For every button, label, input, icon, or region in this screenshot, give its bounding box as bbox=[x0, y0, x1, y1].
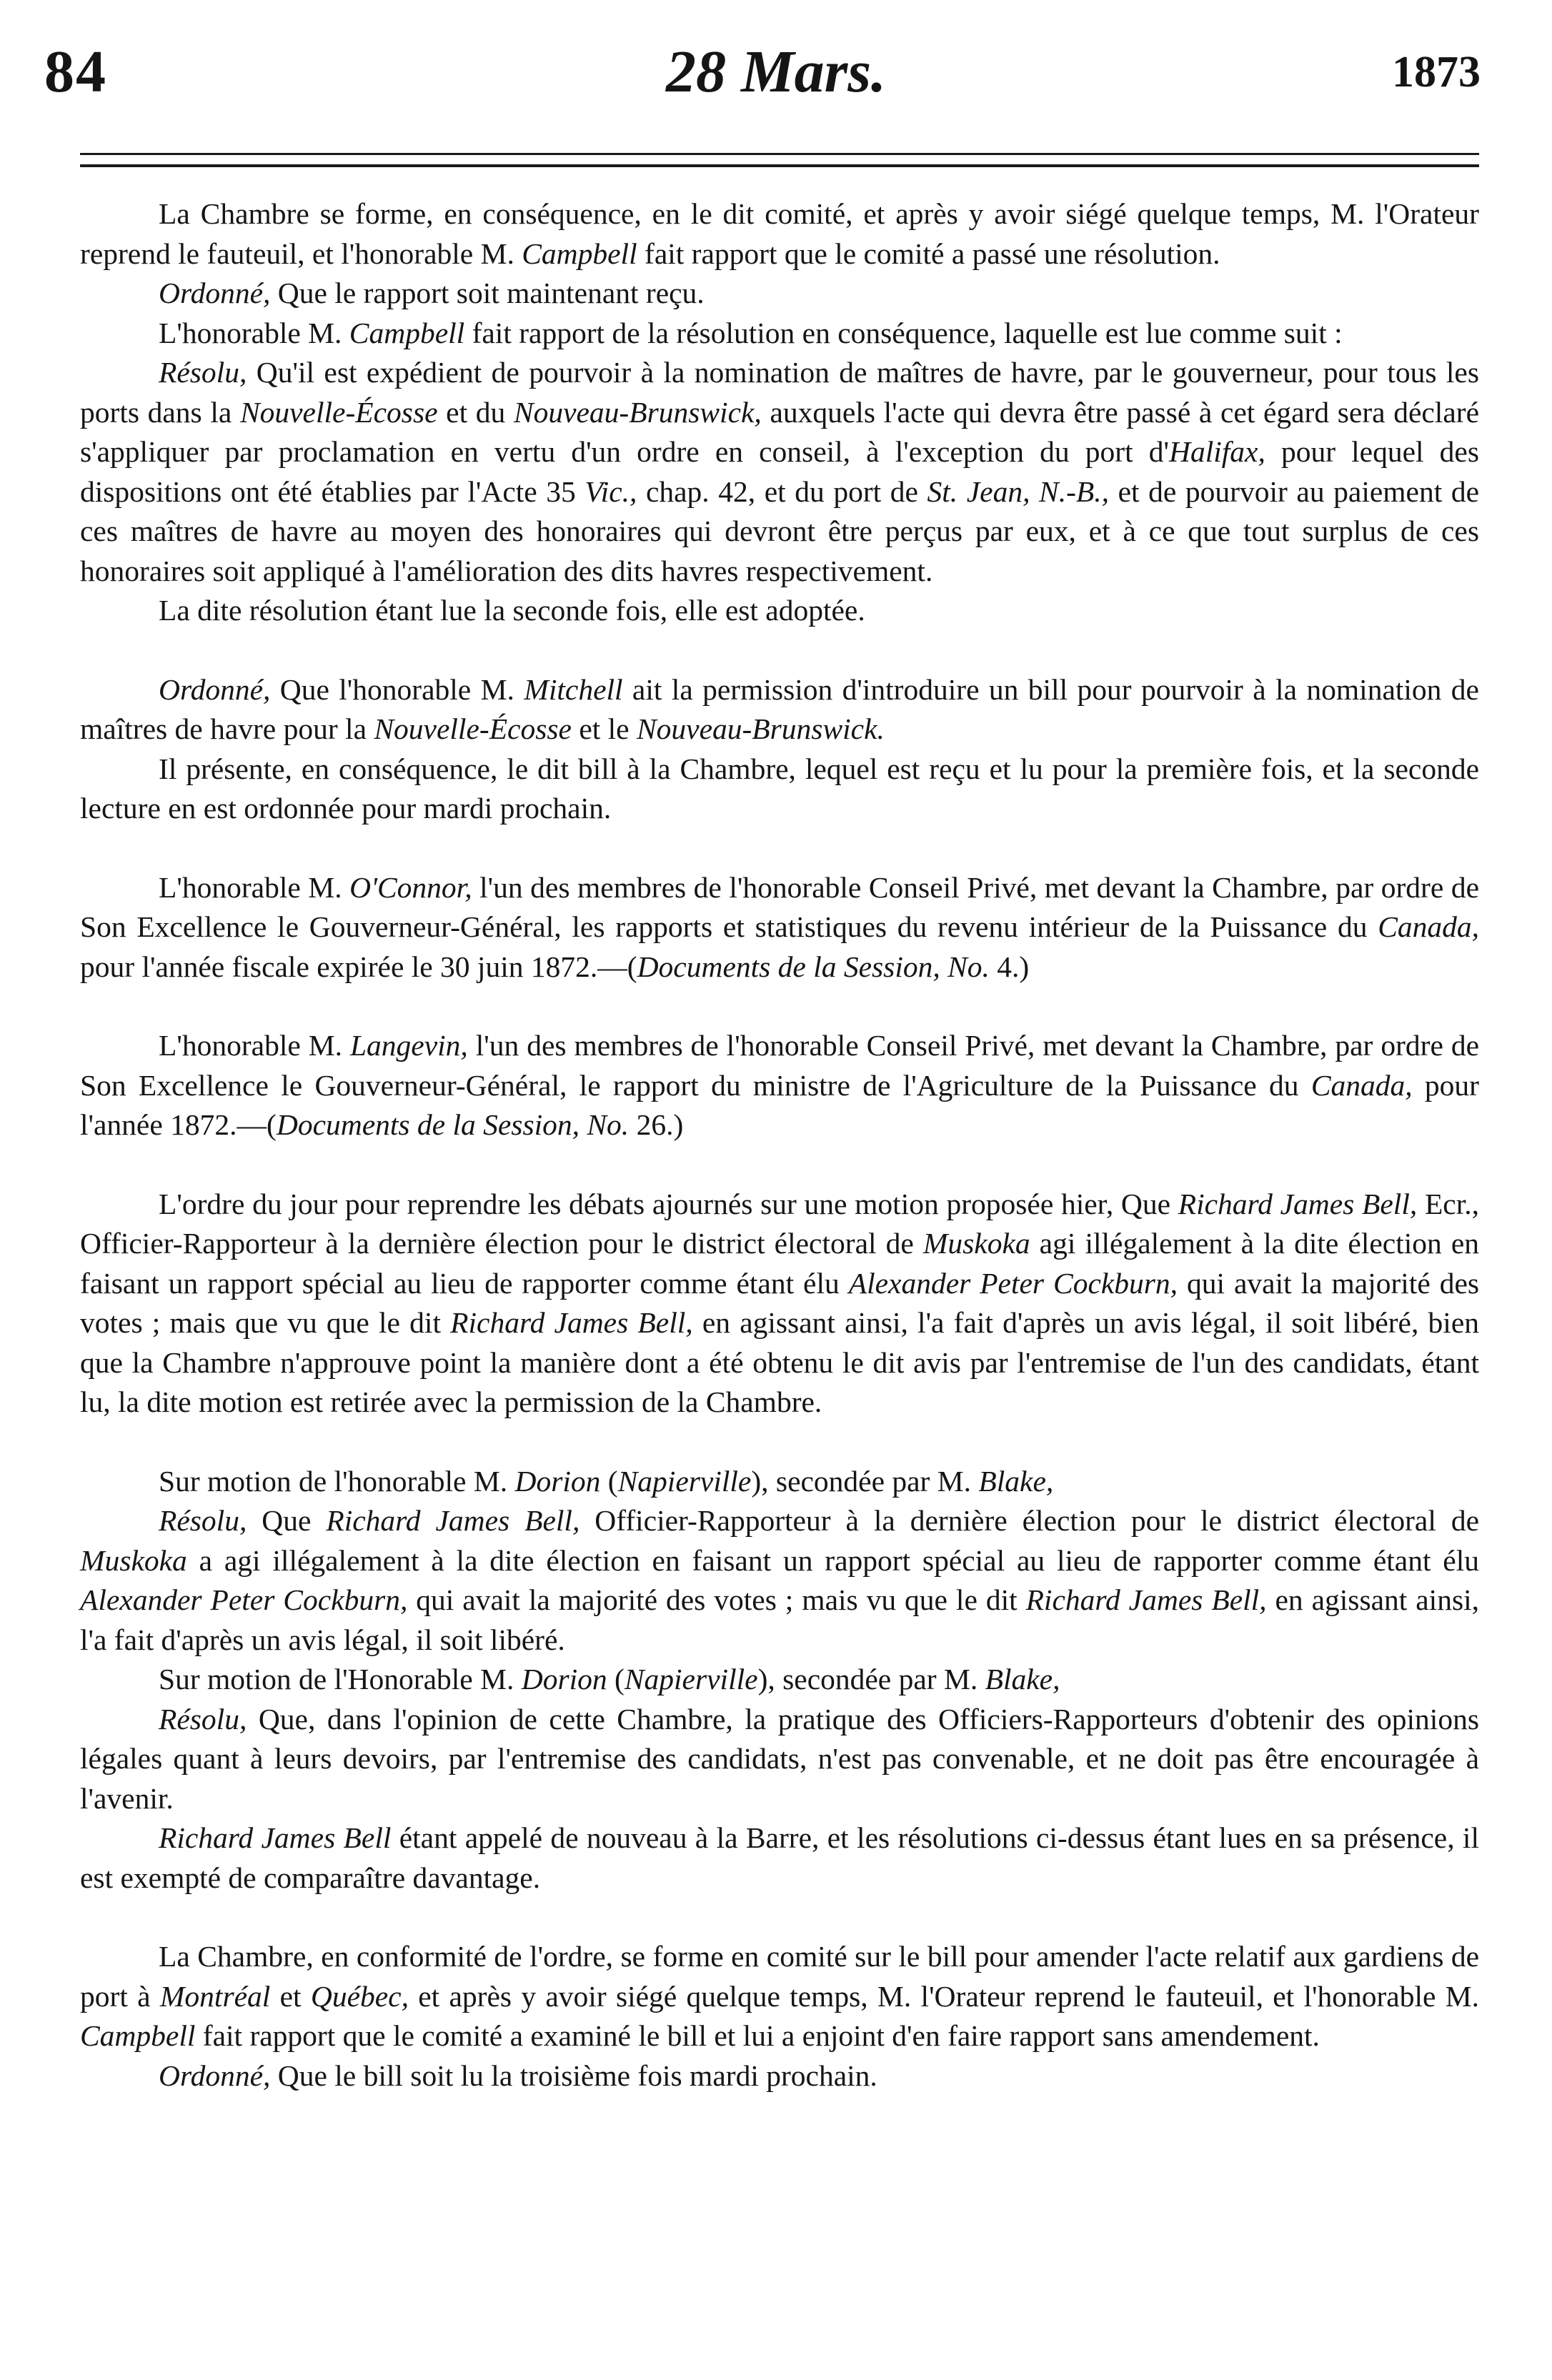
text-run: L'honorable M. bbox=[159, 870, 350, 904]
text-run: Que, dans l'opinion de cette Chambre, la pratique des Officiers-Rapporteurs d'obtenir des opinions légales quant à leurs devoirs, par l'entremise des candidats, n'est pas convenable, et ne doit pas être encouragée à l'avenir. bbox=[80, 1702, 1479, 1815]
text-run: fait rapport que le comité a passé une résolution. bbox=[637, 236, 1220, 270]
text-run: pour lequel des dispositions ont été établies par l'Acte 35 bbox=[80, 435, 1479, 508]
paragraph bbox=[80, 2056, 1479, 2096]
text-run: Que le bill soit lu la troisième fois mardi prochain. bbox=[270, 2058, 877, 2092]
text-run: Que bbox=[247, 1504, 327, 1537]
italic-run: Québec, bbox=[310, 1979, 409, 2013]
header-rule-bottom bbox=[80, 164, 1479, 167]
paragraph bbox=[80, 670, 1479, 750]
text-run: L'ordre du jour pour reprendre les débats ajournés sur une motion proposée hier, Que bbox=[159, 1187, 1178, 1220]
text-run: a agi illégalement à la dite élection en faisant un rapport spécial au lieu de rapporter comme étant élu bbox=[186, 1543, 1479, 1577]
text-run: étant appelé de nouveau à la Barre, et les résolutions ci-dessus étant lues en sa présence, il est exempté de comparaître davantage. bbox=[80, 1821, 1479, 1894]
italic-run: St. Jean, N.-B., bbox=[927, 474, 1110, 508]
italic-run: Halifax, bbox=[1168, 435, 1265, 468]
italic-run: Documents de la Session, No. bbox=[637, 950, 990, 983]
italic-run: Blake, bbox=[978, 1464, 1054, 1498]
text-run: et le bbox=[571, 712, 637, 745]
italic-run: Campbell bbox=[80, 2019, 196, 2052]
page-date: 28 Mars. bbox=[665, 39, 887, 105]
text-run: L'honorable M. bbox=[159, 316, 349, 349]
text-run: Sur motion de l'honorable M. bbox=[159, 1464, 515, 1498]
text-run: et après y avoir siégé quelque temps, M. l'Orateur reprend le fauteuil, et l'honorable M. bbox=[408, 1979, 1479, 2013]
paragraph bbox=[80, 194, 1479, 274]
italic-run: Campbell bbox=[522, 236, 637, 270]
text-run: La Chambre se forme, en conséquence, en le dit comité, et après y avoir siégé quelque temps, M. l'Orateur reprend le fauteuil, et l'honorable M. bbox=[80, 197, 1479, 270]
text-run: chap. 42, et du port de bbox=[637, 474, 927, 508]
paragraph bbox=[80, 1660, 1479, 1700]
text-run: pour l'année 1872.—( bbox=[80, 1068, 1480, 1141]
italic-run: Canada, bbox=[1378, 910, 1479, 943]
paragraph bbox=[80, 353, 1479, 591]
italic-run: Richard James Bell, bbox=[450, 1306, 693, 1339]
paragraph bbox=[80, 314, 1479, 354]
italic-run: Résolu, bbox=[159, 1504, 247, 1537]
text-run: Sur motion de l'Honorable M. bbox=[159, 1663, 522, 1696]
italic-run: Nouveau-Brunswick, bbox=[513, 395, 762, 429]
italic-run: Dorion bbox=[514, 1464, 601, 1498]
text-run: pour l'année fiscale expirée le 30 juin 1872.—( bbox=[80, 950, 637, 983]
text-run: en agissant ainsi, l'a fait d'après un avis légal, il soit libéré, bien que la Chambre n'approuve point la manière dont a été obtenu le dit avis par l'entremise de l'un des candidats, étant lu, la dite motion est retirée avec la permission de la Chambre. bbox=[80, 1306, 1480, 1418]
italic-run: Muskoka bbox=[80, 1543, 187, 1577]
text-run: L'honorable M. bbox=[159, 1029, 350, 1062]
italic-run: Vic., bbox=[585, 474, 637, 508]
italic-run: Langevin, bbox=[349, 1029, 468, 1062]
text-run: 26.) bbox=[629, 1108, 684, 1141]
text-run: qui avait la majorité des votes ; mais que vu que le dit bbox=[80, 1266, 1480, 1339]
page-header bbox=[0, 0, 1552, 143]
italic-run: Ordonné, bbox=[159, 672, 271, 706]
italic-run: Richard James Bell bbox=[159, 1821, 392, 1854]
italic-run: Résolu, bbox=[159, 1702, 247, 1736]
page-number: 84 bbox=[44, 39, 107, 105]
italic-run: Nouvelle-Écosse bbox=[239, 395, 438, 429]
paragraph bbox=[80, 591, 1479, 631]
italic-run: Napierville bbox=[617, 1464, 752, 1498]
text-run: et de pourvoir au paiement de ces maîtres de havre au moyen des honoraires qui devront être perçus par eux, et à ce que tout surplus de ces honoraires soit appliqué à l'amélioration des dits havres respectivement. bbox=[80, 474, 1479, 587]
italic-run: Ordonné, bbox=[159, 2058, 271, 2092]
italic-run: Montréal bbox=[159, 1979, 271, 2013]
italic-run: Ordonné, bbox=[159, 277, 271, 309]
paragraph bbox=[80, 1026, 1479, 1145]
text-run: Il présente, en conséquence, le dit bill à la Chambre, lequel est reçu et lu pour la première fois, et la seconde lecture en est ordonnée pour mardi prochain. bbox=[80, 752, 1479, 825]
paragraph bbox=[80, 1501, 1479, 1660]
italic-run: Alexander Peter Cockburn, bbox=[848, 1266, 1178, 1300]
text-run: et du bbox=[437, 395, 514, 429]
paragraph bbox=[80, 1185, 1479, 1423]
text-run: ait la permission d'introduire un bill pour pourvoir à la nomination de maîtres de havre pour la bbox=[80, 672, 1479, 745]
text-run: La dite résolution étant lue la seconde fois, elle est adoptée. bbox=[159, 594, 865, 627]
text-run: ), secondée par M. bbox=[751, 1464, 979, 1498]
page-year: 1873 bbox=[1392, 48, 1481, 96]
text-run: l'un des membres de l'honorable Conseil Privé, met devant la Chambre, par ordre de Son Excellence le Gouverneur-Général, le rapport du ministre de l'Agriculture de la Puissance du bbox=[80, 1029, 1479, 1102]
italic-run: Canada, bbox=[1310, 1068, 1413, 1102]
text-run: ( bbox=[600, 1464, 618, 1498]
italic-run: Richard James Bell, bbox=[1178, 1187, 1418, 1220]
italic-run: Résolu, bbox=[159, 356, 247, 389]
text-run: qui avait la majorité des votes ; mais vu que le dit bbox=[407, 1583, 1026, 1616]
italic-run: Napierville bbox=[624, 1663, 758, 1696]
italic-run: Mitchell bbox=[524, 672, 623, 706]
text-run: fait rapport que le comité a examiné le bill et lui a enjoint d'en faire rapport sans amendement. bbox=[195, 2019, 1320, 2052]
italic-run: Campbell bbox=[349, 316, 465, 349]
text-run: ( bbox=[607, 1663, 625, 1696]
header-rule-top bbox=[80, 153, 1479, 155]
italic-run: Blake, bbox=[985, 1663, 1060, 1696]
text-run: l'un des membres de l'honorable Conseil Privé, met devant la Chambre, par ordre de Son Excellence le Gouverneur-Général, les rapports et statistiques du revenu intérieur de la Puissance du bbox=[80, 870, 1479, 943]
text-run: agi illégalement à la dite élection en faisant un rapport spécial au lieu de rapporter comme étant élu bbox=[80, 1227, 1479, 1300]
text-run: Qu'il est expédient de pourvoir à la nomination de maîtres de havre, par le gouverneur, pour tous les ports dans la bbox=[80, 356, 1479, 429]
text-run: Ecr., Officier-Rapporteur à la dernière élection pour le district électoral de bbox=[80, 1187, 1479, 1260]
text-run: auxquels l'acte qui devra être passé à cet égard sera déclaré s'appliquer par proclamation en vertu d'un ordre en conseil, à l'exception du port d' bbox=[80, 395, 1479, 468]
text-run: Que l'honorable M. bbox=[270, 672, 524, 706]
text-run: La Chambre, en conformité de l'ordre, se forme en comité sur le bill pour amender l'acte relatif aux gardiens de port à bbox=[80, 1940, 1479, 2013]
paragraph bbox=[80, 274, 1479, 314]
text-run: fait rapport de la résolution en conséquence, laquelle est lue comme suit : bbox=[464, 316, 1343, 349]
italic-run: Muskoka bbox=[922, 1227, 1030, 1260]
text-run: ), secondée par M. bbox=[757, 1663, 985, 1696]
italic-run: Richard James Bell, bbox=[326, 1504, 580, 1537]
italic-run: Alexander Peter Cockburn, bbox=[80, 1583, 408, 1616]
paragraph bbox=[80, 750, 1479, 829]
text-run: en agissant ainsi, l'a fait d'après un avis légal, il soit libéré. bbox=[80, 1583, 1480, 1656]
text-run: Officier-Rapporteur à la dernière élection pour le district électoral de bbox=[579, 1504, 1480, 1537]
paragraph bbox=[80, 868, 1479, 987]
text-run: et bbox=[270, 1979, 311, 2013]
paragraph bbox=[80, 1700, 1479, 1819]
italic-run: Nouveau-Brunswick. bbox=[636, 712, 885, 745]
journal-body bbox=[80, 194, 1479, 2096]
italic-run: Documents de la Session, No. bbox=[276, 1108, 630, 1141]
paragraph bbox=[80, 1462, 1479, 1502]
paragraph bbox=[80, 1937, 1479, 2056]
paragraph bbox=[80, 1818, 1479, 1898]
italic-run: O'Connor, bbox=[349, 870, 472, 904]
text-run: Que le rapport soit maintenant reçu. bbox=[270, 277, 705, 309]
italic-run: Nouvelle-Écosse bbox=[374, 712, 572, 745]
text-run: 4.) bbox=[989, 950, 1030, 983]
italic-run: Dorion bbox=[521, 1663, 607, 1696]
italic-run: Richard James Bell, bbox=[1025, 1583, 1267, 1616]
